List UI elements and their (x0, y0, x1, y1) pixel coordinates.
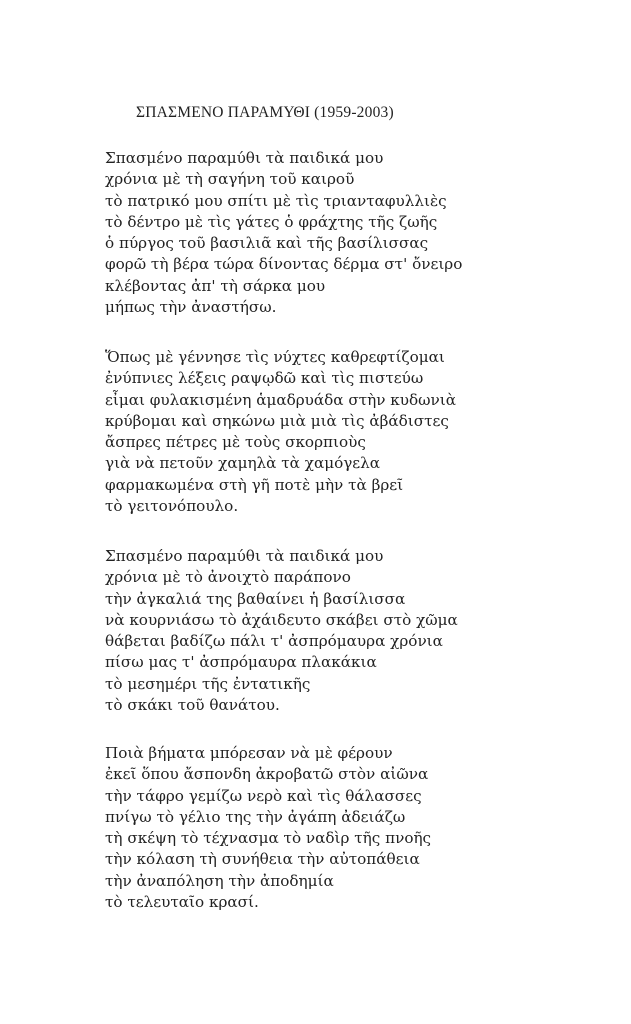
poem-line: τὴ σκέψη τὸ τέχνασμα τὸ ναδὶρ τῆς πνοῆς (105, 829, 432, 848)
poem-line: τὸ γειτονόπουλο. (105, 497, 239, 516)
poem-line: μήπως τὴν ἀναστήσω. (105, 298, 277, 317)
poem-line: τὴν κόλαση τὴ συνήθεια τὴν αὐτοπάθεια (105, 850, 420, 869)
poem-line: τὸ πατρικό μου σπίτι μὲ τὶς τριανταφυλλιὲς (105, 191, 447, 210)
stanza-1 (105, 148, 605, 318)
poem-line: τὸ δέντρο μὲ τὶς γάτες ὁ φράχτης τῆς ζωῆς (105, 212, 438, 231)
poem-line: χρόνια μὲ τὸ ἀνοιχτὸ παράπονο (105, 568, 351, 587)
poem-line: τὸ σκάκι τοῦ θανάτου. (105, 696, 280, 715)
poem-line: ἐνύπνιες λέξεις ραψῳδῶ καὶ τὶς πιστεύω (105, 369, 424, 388)
poem-line: Σπασμένο παραμύθι τὰ παιδικά μου (105, 547, 384, 565)
poem-line: γιὰ νὰ πετοῦν χαμηλὰ τὰ χαμόγελα (105, 454, 381, 473)
poem-line: Ποιὰ βήματα μπόρεσαν νὰ μὲ φέρουν (105, 744, 393, 762)
poem-line: τὴν τάφρο γεμίζω νερὸ καὶ τὶς θάλασσες (105, 786, 422, 805)
stanza-2 (105, 347, 605, 517)
poem-line: θάβεται βαδίζω πάλι τ' ἀσπρόμαυρα χρόνια (105, 632, 443, 651)
poem-line: τὴν ἀγκαλιά της βαθαίνει ἡ βασίλισσα (105, 589, 406, 608)
poem-line: πίσω μας τ' ἀσπρόμαυρα πλακάκια (105, 653, 377, 672)
poem-line: χρόνια μὲ τὴ σαγήνη τοῦ καιροῦ (105, 170, 355, 189)
poem-line: φορῶ τὴ βέρα τώρα δίνοντας δέρμα στ' ὄνειρο (105, 255, 463, 274)
poem-line: τὸ τελευταῖο κρασί. (105, 893, 259, 912)
poem-line: εἶμαι φυλακισμένη ἁμαδρυάδα στὴν κυδωνιὰ (105, 390, 456, 409)
poem-line: ἄσπρες πέτρες μὲ τοὺς σκορπιοὺς (105, 433, 366, 452)
poem-line: ὁ πύργος τοῦ βασιλιᾶ καὶ τῆς βασίλισσας (105, 234, 429, 253)
stanza-4 (105, 743, 605, 913)
poem-line: κρύβομαι καὶ σηκώνω μιὰ μιὰ τὶς ἀβάδιστες (105, 411, 449, 430)
poem-line: Σπασμένο παραμύθι τὰ παιδικά μου (105, 149, 384, 167)
stanza-3 (105, 546, 605, 716)
poem-line: Ὅπως μὲ γέννησε τὶς νύχτες καθρεφτίζομαι (105, 348, 445, 366)
poem-line: νὰ κουρνιάσω τὸ ἀχάιδευτο σκάβει στὸ χῶμα (105, 610, 458, 629)
poem-line: ἐκεῖ ὅπου ἄσπονδη ἀκροβατῶ στὸν αἰῶνα (105, 765, 429, 784)
poem-line: κλέβοντας ἀπ' τὴ σάρκα μου (105, 276, 326, 295)
poem-title: ΣΠΑΣΜΕΝΟ ΠΑΡΑΜΥΘΙ (1959-2003) (136, 104, 394, 121)
poem-line: πνίγω τὸ γέλιο της τὴν ἀγάπη ἀδειάζω (105, 807, 406, 826)
poem-line: τὸ μεσημέρι τῆς ἐντατικῆς (105, 674, 311, 693)
poem-line: φαρμακωμένα στὴ γῆ ποτὲ μὴν τὰ βρεῖ (105, 475, 404, 494)
poem-line: τὴν ἀναπόληση τὴν ἀποδημία (105, 871, 334, 890)
